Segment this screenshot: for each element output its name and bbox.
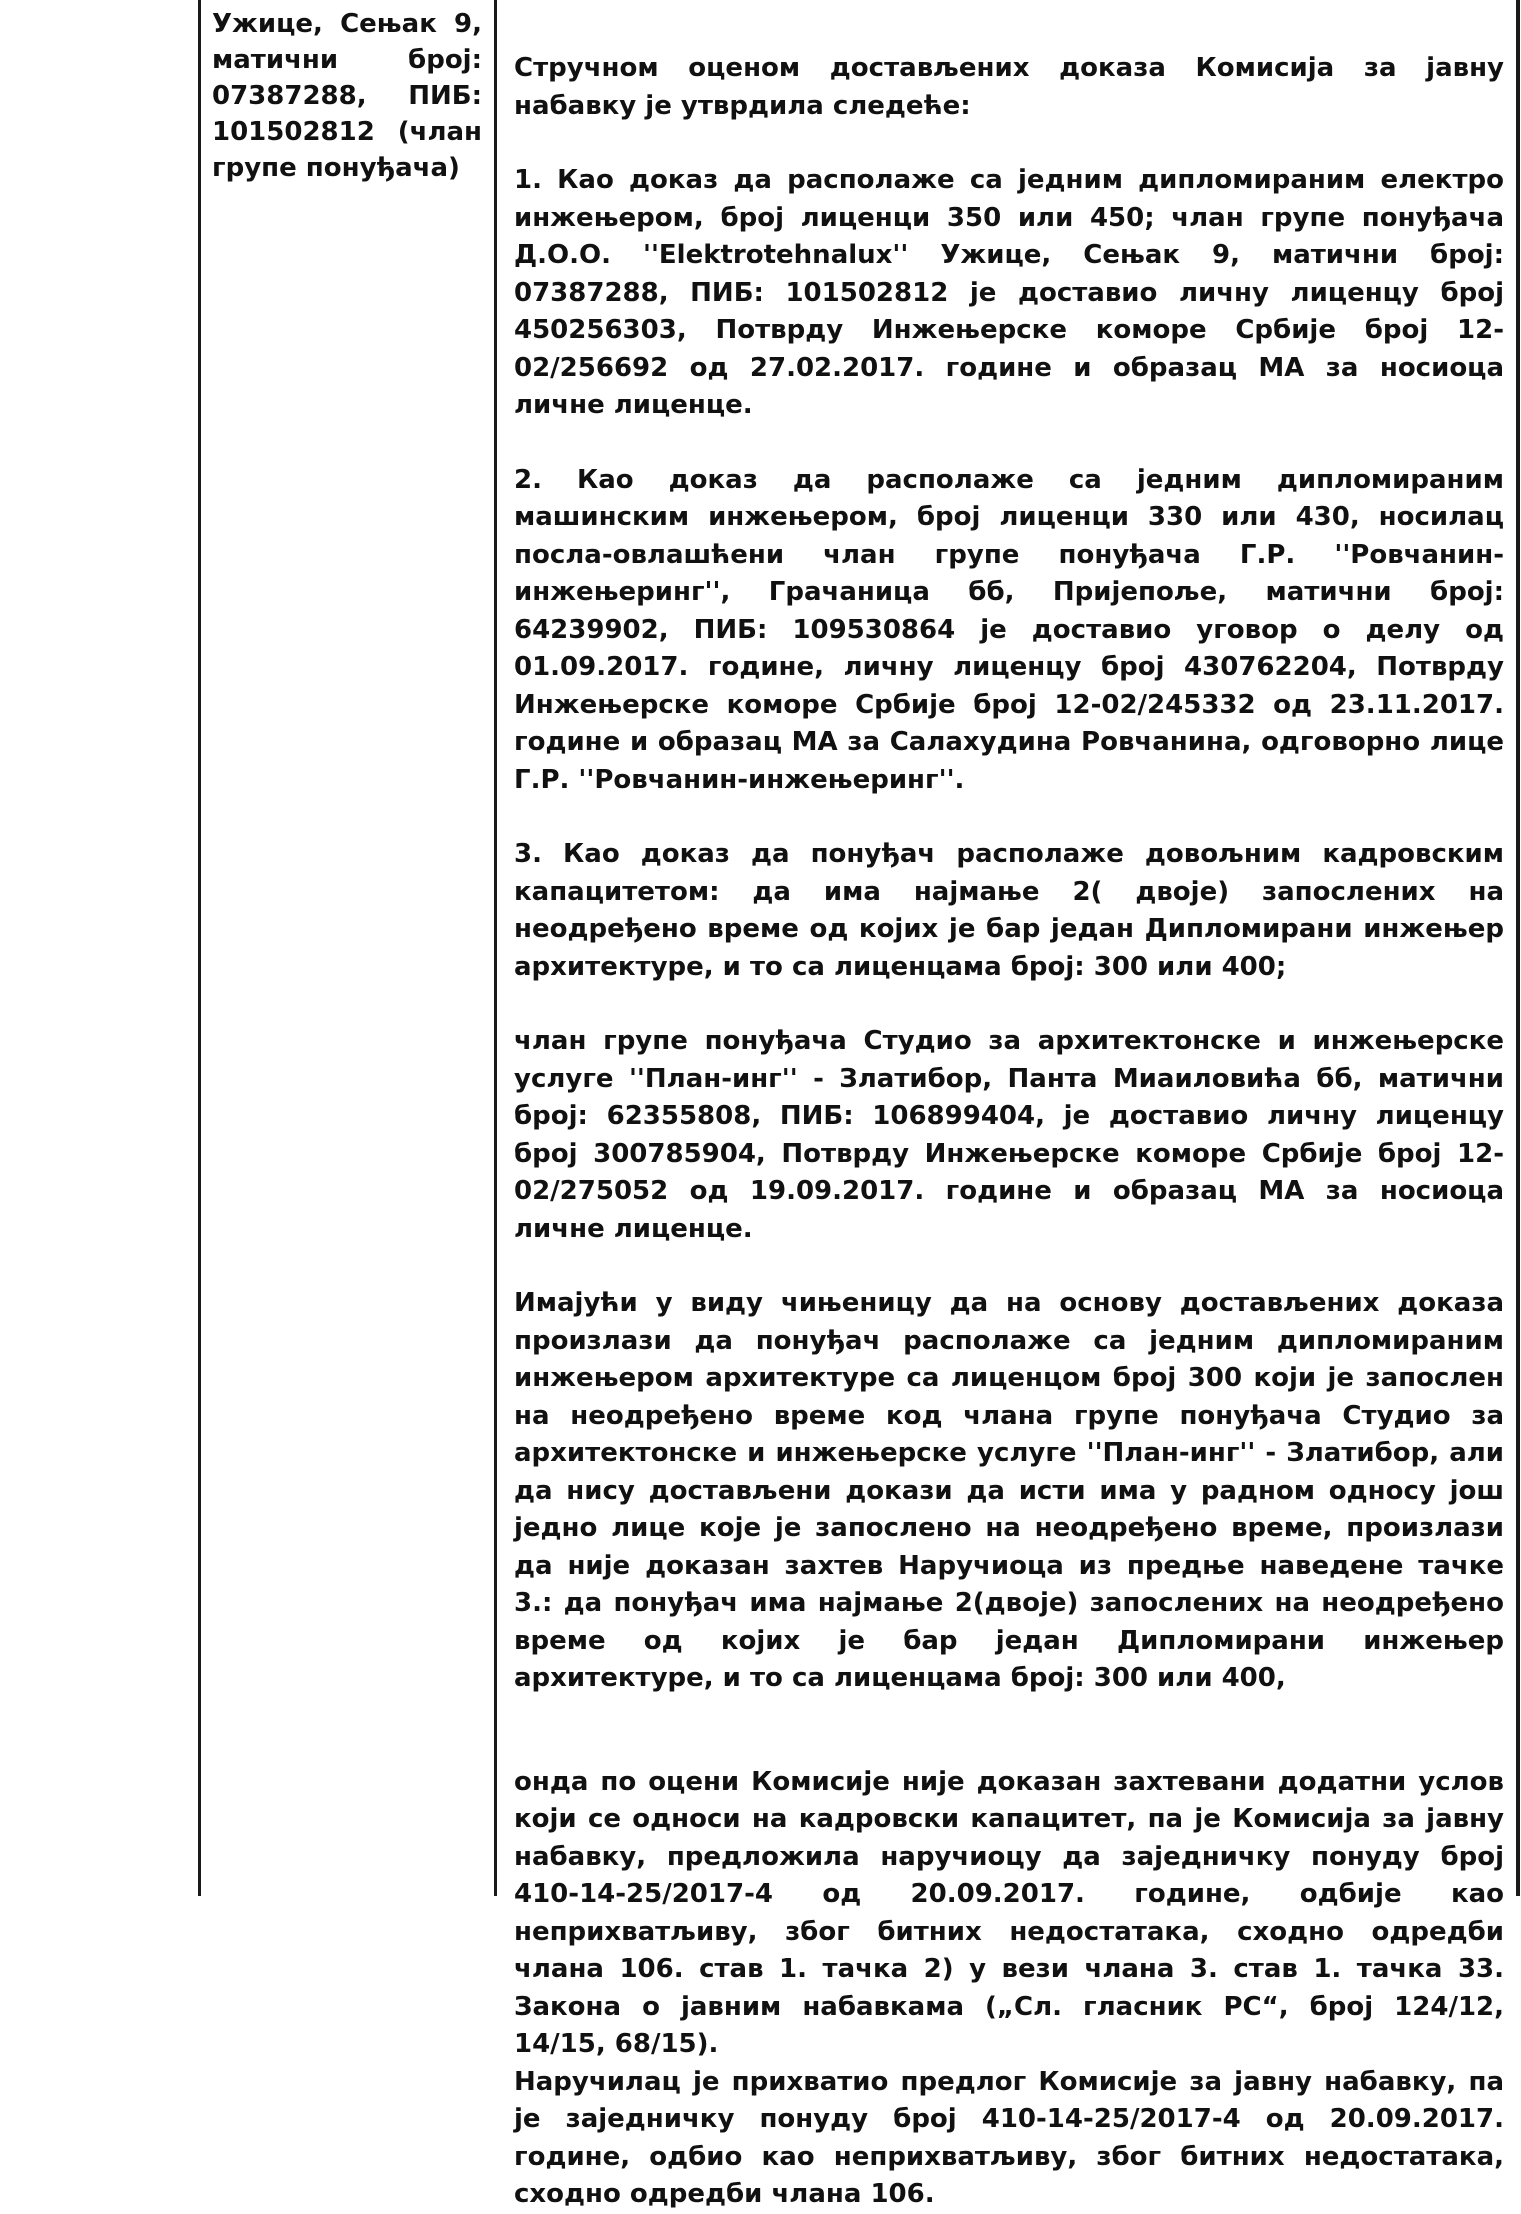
column-divider [198, 0, 201, 1896]
paragraph-item-3: 3. Као доказ да понуђач располаже довољним кадровским капацитетом: да има најмање 2( двоје) запослених на неодређено време од којих је бар један Дипломирани инжењер архитектуре, и то са лиценцама број: 300 или 400; [514, 839, 1504, 982]
bidder-info: Ужице, Сењак 9, матични број: 07387288, ПИБ: 101502812 (члан групе понуђача) [212, 9, 482, 183]
bidder-cell [212, 6, 482, 186]
paragraph-item-2: 2. Као доказ да располаже са једним дипломираним машинским инжењером, број лиценци 330 или 430, носилац посла-овлашћени члан групе понуђача Г.Р. ''Ровчанин-инжењеринг'', Грачаница бб, Пријепоље, матични број: 64239902, ПИБ: 109530864 је доставио уговор о делу од 01.09.2017. године, личну лиценцу број 430762204, Потврду Инжењерске коморе Србије број 12-02/245332 од 23.11.2017. године и образац МА за Салахудина Ровчанина, одговорно лице Г.Р. ''Ровчанин-инжењеринг''. [514, 464, 1504, 795]
paragraph-member: члан групе понуђача Студио за архитектонске и инжењерске услуге ''План-инг'' - Златибор, Панта Миаиловића бб, матични број: 62355808, ПИБ: 106899404, је доставио личну лиценцу број 300785904, Потврду Инжењерске коморе Србије број 12-02/275052 од 19.09.2017. године и образац МА за носиоца личне лиценце. [514, 1026, 1504, 1244]
paragraph-decision: Наручилац је прихватио предлог Комисије за јавну набавку, па је заједничку понуду број 410-14-25/2017-4 од 20.09.2017. године, одбио као неприхватљиву, због битних недостатака, сходно одредби члана 106. [514, 2066, 1504, 2209]
column-divider [1516, 0, 1520, 1896]
paragraph-intro: Стручном оценом достављених доказа Комисија за јавну набавку је утврдила следеће: [514, 53, 1504, 121]
column-divider [494, 0, 497, 1896]
paragraph-conclusion: онда по оцени Комисије није доказан захтевани додатни услов који се односи на кадровски капацитет, па је Комисија за јавну набавку, предложила наручиоцу да заједничку понуду број 410-14-25/2017-4 од 20.09.2017. године, одбије као неприхватљиву, због битних недостатака, сходно одредби члана 106. став 1. тачка 2) у вези члана 3. став 1. тачка 33. Закона о јавним набавкама („Сл. гласник РС“, број 124/12, 14/15, 68/15). [514, 1766, 1504, 2059]
paragraph-finding: Имајући у виду чињеницу да на основу достављених доказа произлази да понуђач располаже са једним дипломираним инжењером архитектуре са лиценцом број 300 који је запослен на неодређено време код члана групе понуђача Студио за архитектонске и инжењерске услуге ''План-инг'' - Златибор, али да нису достављени докази да исти има у радном односу још једно лице које је запослено на неодређено време, произлази да није доказан захтев Наручиоца из предње наведене тачке 3.: да понуђач има најмање 2(двоје) запослених на неодређено време од којих је бар један Дипломирани инжењер архитектуре, и то са лиценцама број: 300 или 400, [514, 1288, 1504, 1693]
evaluation-cell [514, 50, 1504, 2214]
paragraph-item-1: 1. Као доказ да располаже са једним дипломираним електро инжењером, број лиценци 350 или 450; члан групе понуђача Д.О.О. ''Elektrotehnalux'' Ужице, Сењак 9, матични број: 07387288, ПИБ: 101502812 је доставио личну лиценцу број 450256303, Потврду Инжењерске коморе Србије број 12-02/256692 од 27.02.2017. године и образац МА за носиоца личне лиценце. [514, 165, 1504, 420]
